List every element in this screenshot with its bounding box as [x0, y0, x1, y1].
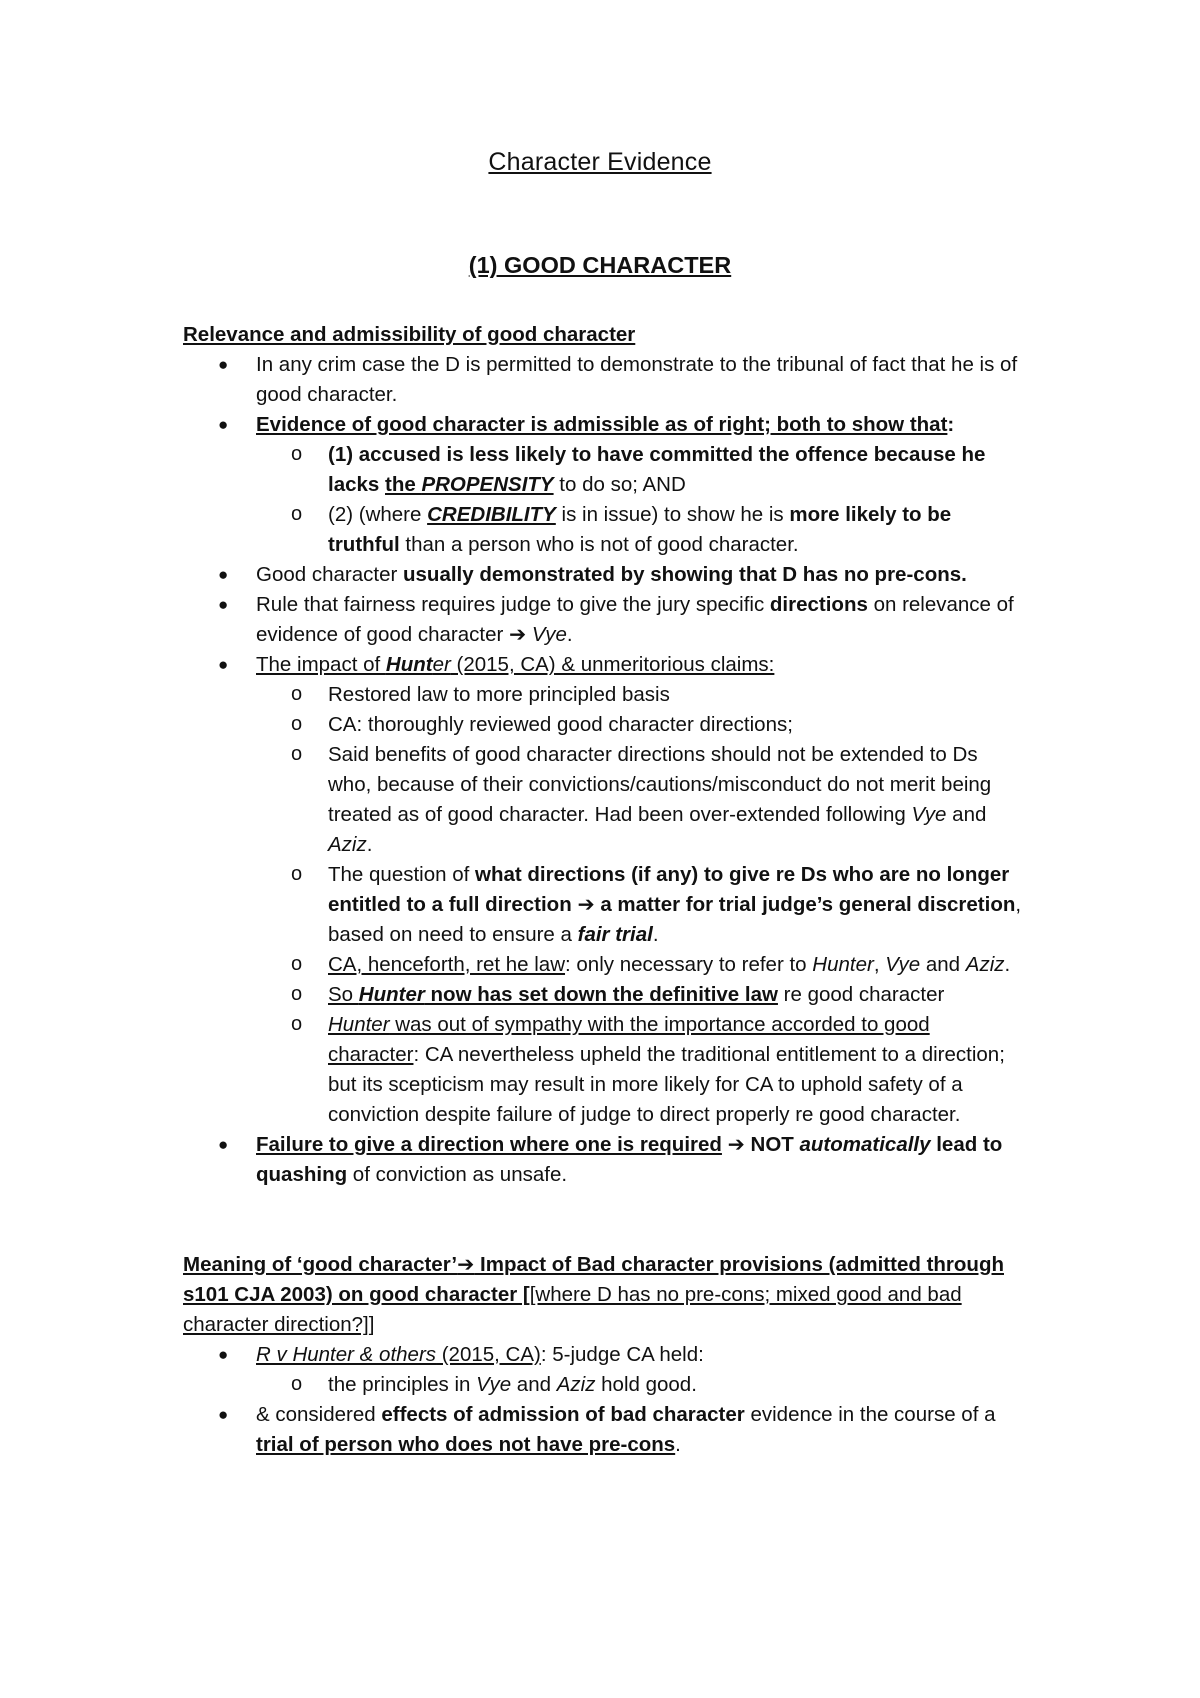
list-item-text: So: [328, 983, 359, 1006]
list-item-text: The question of: [328, 863, 476, 886]
list-item-text: effects of admission of bad character: [381, 1403, 745, 1426]
list-item-text: .: [366, 833, 373, 856]
list-item-text: the: [385, 473, 422, 496]
list-item-text: .: [675, 1433, 681, 1456]
list-item-text: than a person who is not of good character.: [399, 533, 799, 556]
bullet-icon: ●: [218, 355, 229, 374]
list-item-text: .: [1004, 953, 1011, 976]
case-name: Hunter: [328, 1013, 390, 1036]
sub-list-item: [291, 1010, 1023, 1130]
case-name: Hunter: [358, 983, 425, 1006]
list-item-text: fair trial: [577, 923, 653, 946]
list-item-text: directions: [769, 593, 868, 616]
list-item-text: of conviction as unsafe.: [347, 1163, 568, 1186]
case-name: Vye: [531, 623, 567, 646]
case-name: R v Hunter & others: [256, 1343, 437, 1366]
circle-bullet-icon: o: [291, 443, 303, 465]
case-name: Aziz: [328, 833, 367, 856]
sub-list-item: [291, 500, 1023, 560]
list-item-text: is in issue) to show he is: [555, 503, 790, 526]
list-item-text: (2015, CA) & unmeritorious claims:: [450, 653, 775, 676]
list-item-text: , based on need to ensure a: [328, 893, 1022, 946]
list-item-text: ,: [873, 953, 886, 976]
list-item-text: (1) accused is less likely to have committed the offence because he lacks: [328, 443, 986, 496]
list-item-text: trial of person who does not have pre-cons: [256, 1433, 676, 1456]
sub-list-item: [291, 740, 1023, 860]
subheading-text: Impact of Bad character provisions (admitted through s101 CJA 2003) on good character [: [183, 1253, 1004, 1306]
list-item-text: :: [947, 413, 955, 436]
bullet-icon: ●: [218, 595, 229, 614]
circle-bullet-icon: o: [291, 713, 303, 735]
list-item-text: CA: thoroughly reviewed good character directions;: [328, 713, 793, 736]
list-item: [218, 560, 1023, 590]
list-item-text: now has set down the definitive law: [424, 983, 778, 1006]
bullet-icon: ●: [218, 655, 229, 674]
list-item-text: hold good.: [595, 1373, 697, 1396]
list-item-text: usually demonstrated by showing that D has no pre-cons.: [403, 563, 967, 586]
bullet-icon: ●: [218, 1135, 229, 1154]
list-item-text: was out of sympathy with the importance accorded to good character: [328, 1013, 930, 1066]
circle-bullet-icon: o: [291, 983, 303, 1005]
propensity-term: PROPENSITY: [421, 473, 554, 496]
list-item-text: Failure to give a direction where one is required: [256, 1133, 722, 1156]
sub-list-item: [291, 1370, 1023, 1400]
list-item: [218, 1340, 1023, 1400]
bullet-icon: ●: [218, 1405, 229, 1424]
list-item-text: Good character: [256, 563, 403, 586]
list-item-text: re good character: [777, 983, 945, 1006]
case-name: Aziz: [965, 953, 1005, 976]
list-item-text: : only necessary to refer to: [565, 953, 813, 976]
subheading-text: Meaning of ‘good character’: [183, 1253, 458, 1276]
sub-list: [256, 680, 1023, 1130]
list-item-text: .: [566, 623, 573, 646]
list-item-text: to do so; AND: [553, 473, 686, 496]
credibility-term: CREDIBILITY: [427, 503, 556, 526]
sub-list: [256, 1370, 1023, 1400]
list-item-text: In any crim case the D is permitted to demonstrate to the tribunal of fact that he is of good character.: [256, 353, 1018, 406]
document-body: [183, 320, 1023, 1460]
list-item-text: : CA nevertheless upheld the traditional entitlement to a direction; but its scepticism may result in more likely for CA to uphold safety of a conviction despite failure of judge to direct properly re good character.: [328, 1043, 1005, 1126]
subheading-text: [where D has no pre-cons; mixed good and bad character direction?]]: [183, 1283, 962, 1336]
document-title: Character Evidence: [488, 148, 712, 176]
list-item-text: on relevance of evidence of good character: [256, 593, 1014, 646]
list-item-text: CA, henceforth, ret he law: [328, 953, 566, 976]
list-item-text: evidence in the course of a: [744, 1403, 996, 1426]
sub-list-item: [291, 440, 1023, 500]
list-item: [218, 650, 1023, 1130]
sub-list-item: [291, 710, 1023, 740]
sub-list-item: [291, 950, 1023, 980]
arrow-icon: ➔: [577, 893, 595, 916]
list-item-text: : 5-judge CA held:: [540, 1343, 704, 1366]
case-name: Hunt: [385, 653, 433, 676]
list-item: [218, 350, 1023, 410]
sub-list-item: [291, 980, 1023, 1010]
section-spacer: [183, 1190, 1023, 1250]
section-title: (1) GOOD CHARACTER: [468, 252, 732, 278]
list-item-text: Said benefits of good character directions should not be extended to Ds who, because of their convictions/cautions/misconduct do not merit being treated as of good character. Had been over-extended following: [328, 743, 992, 826]
list-item-text: .: [652, 923, 659, 946]
list-item-text: (2015, CA): [436, 1343, 541, 1366]
circle-bullet-icon: o: [291, 683, 303, 705]
list-item-text: more likely to be truthful: [328, 503, 952, 556]
case-name: Aziz: [556, 1373, 596, 1396]
arrow-icon: ➔: [509, 623, 527, 646]
list-item-text: automatically: [799, 1133, 931, 1156]
circle-bullet-icon: o: [291, 953, 303, 975]
case-name: Hunter: [812, 953, 874, 976]
list-item-text: lead to quashing: [256, 1133, 1003, 1186]
list-item: [218, 410, 1023, 560]
bullet-icon: ●: [218, 565, 229, 584]
circle-bullet-icon: o: [291, 503, 303, 525]
list-item-text: NOT: [744, 1133, 800, 1156]
case-name: er: [432, 653, 451, 676]
list-item-text: The impact of: [256, 653, 386, 676]
circle-bullet-icon: o: [291, 743, 303, 765]
list-item-text: a matter for trial judge’s general discretion: [594, 893, 1016, 916]
list-item-text: Rule that fairness requires judge to give the jury specific: [256, 593, 770, 616]
list-item: [218, 1130, 1023, 1190]
bullet-icon: ●: [218, 415, 229, 434]
case-name: Vye: [911, 803, 947, 826]
arrow-icon: ➔: [727, 1133, 745, 1156]
list-item-text: Evidence of good character is admissible as of right; both to show that: [256, 413, 948, 436]
circle-bullet-icon: o: [291, 863, 303, 885]
circle-bullet-icon: o: [291, 1373, 303, 1395]
list-item: [218, 1400, 1023, 1460]
list-item-text: Restored law to more principled basis: [328, 683, 670, 706]
list-item-text: and: [946, 803, 987, 826]
list-item-text: what directions (if any) to give re Ds who are no longer entitled to a full direction: [328, 863, 1010, 916]
circle-bullet-icon: o: [291, 1013, 303, 1035]
bullet-list-relevance: [183, 350, 1023, 1190]
list-item-text: the principles in: [328, 1373, 477, 1396]
list-item-text: and: [511, 1373, 557, 1396]
sub-list: [256, 440, 1023, 560]
list-item-text: and: [920, 953, 966, 976]
subheading-meaning: [183, 1250, 1023, 1340]
sub-list-item: [291, 860, 1023, 950]
case-name: Vye: [885, 953, 921, 976]
list-item: [218, 590, 1023, 650]
case-name: Vye: [476, 1373, 512, 1396]
bullet-list-meaning: [183, 1340, 1023, 1460]
subheading-relevance: Relevance and admissibility of good character: [183, 323, 636, 346]
arrow-icon: ➔: [457, 1253, 475, 1276]
bullet-icon: ●: [218, 1345, 229, 1364]
list-item-text: (2) (where: [328, 503, 428, 526]
sub-list-item: [291, 680, 1023, 710]
list-item-text: & considered: [256, 1403, 382, 1426]
